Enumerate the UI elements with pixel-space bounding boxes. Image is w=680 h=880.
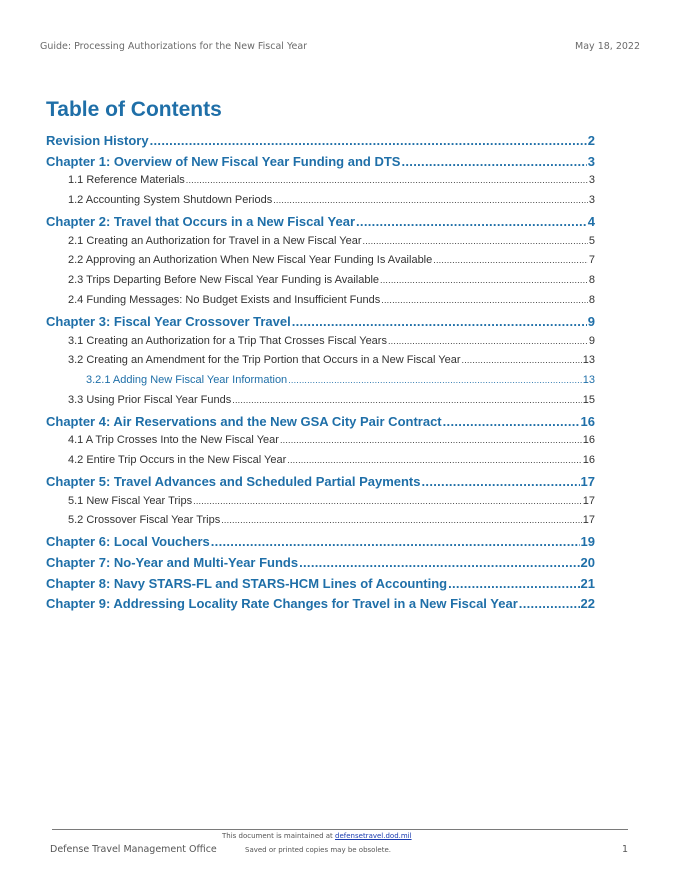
- toc-entry-level-1[interactable]: [46, 214, 595, 235]
- toc-dot-leader: [292, 314, 587, 329]
- footer-maintained-prefix: This document is maintained at: [222, 832, 336, 840]
- toc-entry-text: Revision History: [46, 133, 149, 148]
- footer-organization: Defense Travel Management Office: [50, 844, 217, 855]
- toc-entry-text: 1.1 Reference Materials: [68, 174, 185, 187]
- toc-entry-text: 5.2 Crossover Fiscal Year Trips: [68, 514, 221, 527]
- toc-entry-level-2[interactable]: [46, 235, 595, 255]
- toc-entry-page: 22: [580, 596, 595, 612]
- toc-entry-page: 19: [580, 534, 595, 550]
- toc-dot-leader: [381, 295, 588, 305]
- toc-entry-text: 2.4 Funding Messages: No Budget Exists and Insufficient Funds: [68, 294, 381, 307]
- toc-entry-level-2[interactable]: [46, 174, 595, 194]
- toc-entry-level-2[interactable]: [46, 335, 595, 355]
- toc-dot-leader: [221, 515, 582, 525]
- toc-dot-leader: [287, 455, 581, 465]
- toc-entry-level-2[interactable]: [46, 254, 595, 274]
- footer-page-number: 1: [621, 844, 628, 855]
- toc-entry-page: 2: [587, 133, 595, 148]
- toc-entry-page: 17: [582, 494, 595, 507]
- toc-entry-page: 20: [580, 554, 595, 570]
- toc-dot-leader: [356, 214, 587, 229]
- toc-dot-leader: [150, 133, 587, 148]
- toc-dot-leader: [388, 336, 588, 346]
- toc-entry-text: Chapter 6: Local Vouchers: [46, 534, 210, 550]
- toc-dot-leader: [193, 496, 582, 506]
- toc-entry-level-1[interactable]: [46, 154, 595, 175]
- toc-entry-level-1[interactable]: [46, 555, 595, 576]
- toc-entry-level-2[interactable]: [46, 274, 595, 294]
- running-header-date: May 18, 2022: [575, 41, 640, 52]
- toc-dot-leader: [232, 395, 582, 405]
- footer-divider: [52, 829, 628, 830]
- toc-entry-text: 5.1 New Fiscal Year Trips: [68, 494, 193, 507]
- toc-entry-level-2[interactable]: [46, 495, 595, 515]
- toc-entry-level-3[interactable]: [46, 374, 595, 394]
- toc-entry-level-1[interactable]: [46, 314, 595, 335]
- toc-entry-page: 9: [588, 334, 595, 347]
- toc-entry-page: 7: [588, 254, 595, 267]
- toc-entry-level-2[interactable]: [46, 514, 595, 534]
- toc-entry-text: 4.1 A Trip Crosses Into the New Fiscal Year: [68, 434, 279, 447]
- toc-dot-leader: [380, 275, 588, 285]
- toc-dot-leader: [299, 555, 579, 570]
- toc-dot-leader: [280, 435, 582, 445]
- toc-entry-text: Chapter 9: Addressing Locality Rate Changes for Travel in a New Fiscal Year: [46, 596, 518, 612]
- footer-maintained-note: [222, 832, 412, 840]
- toc-entry-level-1[interactable]: [46, 534, 595, 555]
- toc-entry-text: 3.2 Creating an Amendment for the Trip Portion that Occurs in a New Fiscal Year: [68, 354, 461, 367]
- running-header-title: Guide: Processing Authorizations for the New Fiscal Year: [40, 41, 308, 52]
- toc-entry-page: 8: [588, 274, 595, 287]
- toc-entry-text: Chapter 2: Travel that Occurs in a New Fiscal Year: [46, 213, 356, 229]
- toc-entry-text: 3.2.1 Adding New Fiscal Year Information: [86, 374, 288, 387]
- toc-entry-text: 2.1 Creating an Authorization for Travel in a New Fiscal Year: [68, 234, 362, 247]
- toc-entry-level-1[interactable]: [46, 133, 595, 154]
- toc-dot-leader: [401, 154, 586, 169]
- toc-dot-leader: [211, 534, 580, 549]
- toc-entry-page: 13: [582, 354, 595, 367]
- toc-dot-leader: [462, 355, 582, 365]
- toc-entry-page: 16: [580, 413, 595, 429]
- toc-entry-text: 3.1 Creating an Authorization for a Trip That Crosses Fiscal Years: [68, 334, 387, 347]
- toc-dot-leader: [273, 195, 588, 205]
- toc-entry-level-1[interactable]: [46, 596, 595, 617]
- toc-dot-leader: [448, 576, 579, 591]
- toc-dot-leader: [443, 414, 580, 429]
- toc-entry-level-2[interactable]: [46, 354, 595, 374]
- toc-entry-page: 3: [587, 153, 595, 169]
- toc-entry-text: 3.3 Using Prior Fiscal Year Funds: [68, 393, 232, 406]
- toc-entry-page: 17: [582, 514, 595, 527]
- toc-dot-leader: [519, 596, 580, 611]
- toc-entry-level-2[interactable]: [46, 294, 595, 314]
- toc-dot-leader: [186, 175, 588, 185]
- toc-dot-leader: [433, 255, 588, 265]
- toc-entry-text: 2.3 Trips Departing Before New Fiscal Year Funding is Available: [68, 274, 380, 287]
- toc-entry-text: Chapter 7: No-Year and Multi-Year Funds: [46, 554, 299, 570]
- toc-entry-text: Chapter 1: Overview of New Fiscal Year Funding and DTS: [46, 153, 401, 169]
- toc-entry-text: 2.2 Approving an Authorization When New Fiscal Year Funding Is Available: [68, 254, 433, 267]
- toc-dot-leader: [288, 375, 582, 385]
- toc-entry-level-2[interactable]: [46, 434, 595, 454]
- toc-entry-text: Chapter 4: Air Reservations and the New GSA City Pair Contract: [46, 413, 442, 429]
- toc-entry-level-2[interactable]: [46, 194, 595, 214]
- toc-entry-level-1[interactable]: [46, 576, 595, 597]
- toc-entry-page: 4: [587, 213, 595, 229]
- toc-entry-page: 5: [588, 234, 595, 247]
- toc-entry-page: 9: [587, 313, 595, 329]
- footer-site-link[interactable]: defensetravel.dod.mil: [335, 832, 412, 840]
- footer-obsolete-note: Saved or printed copies may be obsolete.: [245, 846, 391, 854]
- table-of-contents: [46, 133, 595, 617]
- toc-entry-page: 16: [582, 434, 595, 447]
- toc-entry-page: 3: [588, 194, 595, 207]
- toc-entry-text: Chapter 3: Fiscal Year Crossover Travel: [46, 313, 291, 329]
- toc-entry-page: 16: [582, 454, 595, 467]
- toc-entry-page: 3: [588, 174, 595, 187]
- toc-entry-page: 17: [580, 474, 595, 489]
- toc-entry-level-2[interactable]: [46, 454, 595, 474]
- toc-entry-level-1[interactable]: [46, 474, 595, 495]
- toc-entry-page: 15: [582, 393, 595, 406]
- toc-dot-leader: [363, 236, 588, 246]
- toc-entry-page: 13: [582, 374, 595, 387]
- toc-entry-text: Chapter 8: Navy STARS-FL and STARS-HCM Lines of Accounting: [46, 575, 448, 591]
- toc-title: Table of Contents: [46, 98, 222, 121]
- toc-entry-page: 8: [588, 294, 595, 307]
- toc-entry-text: 4.2 Entire Trip Occurs in the New Fiscal Year: [68, 454, 287, 467]
- toc-entry-text: 1.2 Accounting System Shutdown Periods: [68, 194, 273, 207]
- toc-entry-text: Chapter 5: Travel Advances and Scheduled Partial Payments: [46, 474, 421, 489]
- toc-entry-page: 21: [580, 575, 595, 591]
- toc-entry-level-1[interactable]: [46, 414, 595, 435]
- toc-dot-leader: [422, 474, 580, 489]
- toc-entry-level-2[interactable]: [46, 394, 595, 414]
